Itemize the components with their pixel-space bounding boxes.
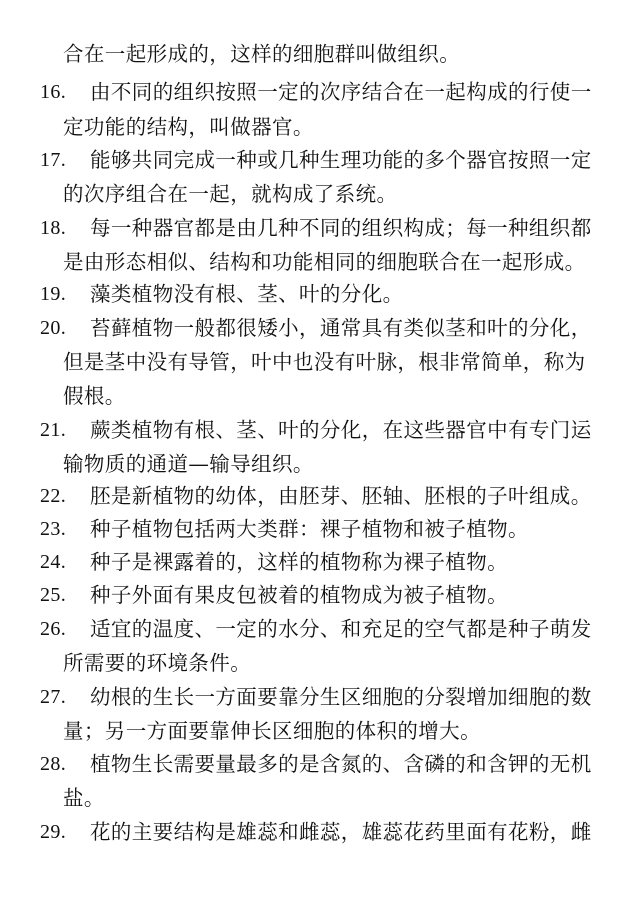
item-number: 19. (40, 283, 67, 305)
item-number: 27. (40, 686, 67, 708)
item-text: 种子外面有果皮包被着的植物成为被子植物。 (90, 583, 508, 607)
item-number: 23. (40, 518, 67, 540)
item-number: 29. (40, 821, 67, 843)
item-text: 花的主要结构是雄蕊和雌蕊，雄蕊花药里面有花粉，雌 (90, 820, 592, 844)
item-text: 适宜的温度、一定的水分、和充足的空气都是种子萌发 (90, 617, 592, 641)
item-text: 植物生长需要量最多的是含氮的、含磷的和含钾的无机 (90, 752, 592, 776)
item-text: 苔藓植物一般都很矮小，通常具有类似茎和叶的分化， (90, 316, 592, 340)
item-number: 22. (40, 485, 67, 507)
item-number: 28. (40, 753, 67, 775)
item-text: 假根。 (63, 384, 126, 408)
item-number: 24. (40, 551, 67, 573)
item-text: 每一种器官都是由几种不同的组织构成；每一种组织都 (90, 216, 592, 240)
item-number: 25. (40, 584, 67, 606)
item-text: 幼根的生长一方面要靠分生区细胞的分裂增加细胞的数 (90, 685, 592, 709)
item-text: 种子是裸露着的，这样的植物称为裸子植物。 (90, 550, 508, 574)
item-text: 所需要的环境条件。 (63, 651, 252, 675)
item-number: 20. (40, 317, 67, 339)
item-text: 蕨类植物有根、茎、叶的分化，在这些器官中有专门运 (90, 418, 592, 442)
item-number: 21. (40, 419, 67, 441)
item-text: 合在一起形成的，这样的细胞群叫做组织。 (63, 42, 461, 66)
item-text: 但是茎中没有导管，叶中也没有叶脉，根非常简单，称为 (63, 350, 586, 374)
item-text: 盐。 (63, 786, 105, 810)
item-text: 输物质的通道—输导组织。 (63, 452, 314, 476)
item-text: 能够共同完成一种或几种生理功能的多个器官按照一定 (90, 148, 592, 172)
item-number: 26. (40, 618, 67, 640)
item-text: 藻类植物没有根、茎、叶的分化。 (90, 282, 404, 306)
item-text: 量；另一方面要靠伸长区细胞的体积的增大。 (63, 719, 481, 743)
item-text: 定功能的结构，叫做器官。 (63, 115, 314, 139)
item-text: 种子植物包括两大类群：裸子植物和被子植物。 (90, 517, 529, 541)
item-text: 的次序组合在一起，就构成了系统。 (63, 182, 398, 206)
item-text: 由不同的组织按照一定的次序结合在一起构成的行使一 (90, 80, 592, 104)
item-text: 胚是新植物的幼体，由胚芽、胚轴、胚根的子叶组成。 (90, 484, 592, 508)
item-text: 是由形态相似、结构和功能相同的细胞联合在一起形成。 (63, 250, 586, 274)
item-number: 16. (40, 81, 67, 103)
item-number: 17. (40, 149, 67, 171)
item-number: 18. (40, 217, 67, 239)
